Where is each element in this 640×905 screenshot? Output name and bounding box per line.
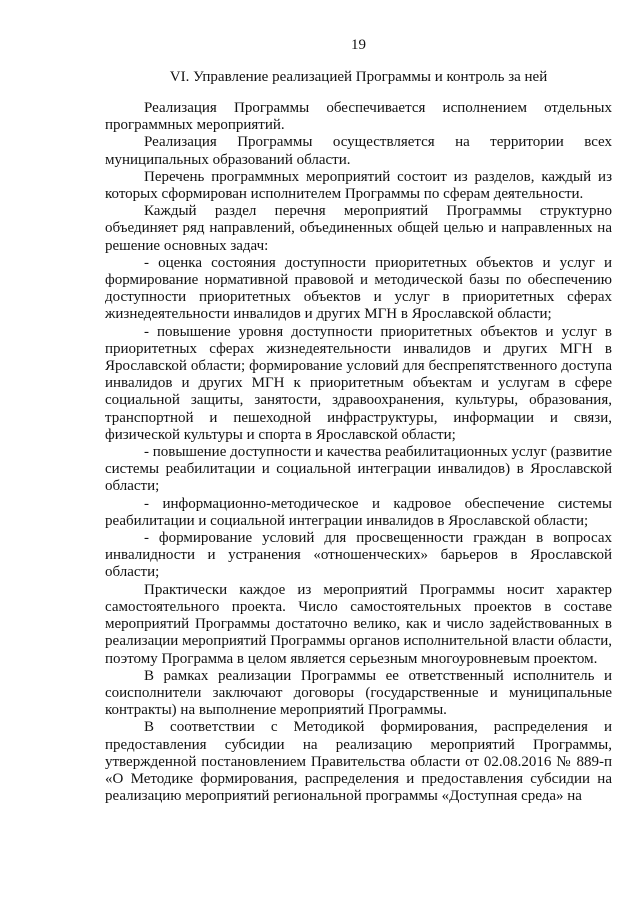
list-item: - формирование условий для просвещенности граждан в вопросах инвалидности и устранения «отношенческих» барьеров в Ярославской области; (105, 530, 612, 581)
page-number: 19 (351, 37, 366, 53)
list-item: - повышение уровня доступности приоритетных объектов и услуг в приоритетных сферах жизнедеятельности инвалидов и других МГН в Ярославской области; формирование условий для беспрепятственного доступа инвалидов и других МГН к приоритетным объектам и услугам в сфере социальной защиты, занятости, здравоохранения, культуры, образования, транспортной и пешеходной инфраструктуры, информации и связи, физической культуры и спорта в Ярославской области; (105, 323, 612, 443)
paragraph: Реализация Программы обеспечивается исполнением отдельных программных мероприятий. (105, 100, 612, 134)
paragraph: Реализация Программы осуществляется на территории всех муниципальных образований области. (105, 134, 612, 168)
paragraph: В соответствии с Методикой формирования, распределения и предоставления субсидии на реализацию мероприятий Программы, утвержденной постановлением Правительства области от 02.08.2016 № 889-п «О Методике формирования, распределения и предоставления субсидии на реализацию мероприятий региональной программы «Доступная среда» на (105, 719, 612, 805)
paragraph: Каждый раздел перечня мероприятий Программы структурно объединяет ряд направлений, объединенных общей целью и направленных на решение основных задач: (105, 203, 612, 254)
body-text (105, 100, 612, 805)
paragraph: Практически каждое из мероприятий Программы носит характер самостоятельного проекта. Число самостоятельных проектов в составе мероприятий Программы достаточно велико, как и число задействованных в реализации мероприятий Программы органов исполнительной власти области, поэтому Программа в целом является серьезным многоуровневым проектом. (105, 581, 612, 667)
paragraph: Перечень программных мероприятий состоит из разделов, каждый из которых сформирован исполнителем Программы по сферам деятельности. (105, 168, 612, 203)
list-item: - оценка состояния доступности приоритетных объектов и услуг и формирование нормативной правовой и методической базы по обеспечению доступности приоритетных объектов и услуг в приоритетных сферах жизнедеятельности инвалидов и других МГН в Ярославской области; (105, 254, 612, 323)
list-item: - повышение доступности и качества реабилитационных услуг (развитие системы реабилитации и социальной интеграции инвалидов) в Ярославской области; (105, 444, 612, 495)
section-title: VI. Управление реализацией Программы и контроль за ней (169, 69, 548, 85)
list-item: - информационно-методическое и кадровое обеспечение системы реабилитации и социальной интеграции инвалидов в Ярославской области; (105, 495, 612, 529)
paragraph: В рамках реализации Программы ее ответственный исполнитель и соисполнители заключают договоры (государственные и муниципальные контракты) на выполнение мероприятий Программы. (105, 667, 612, 719)
